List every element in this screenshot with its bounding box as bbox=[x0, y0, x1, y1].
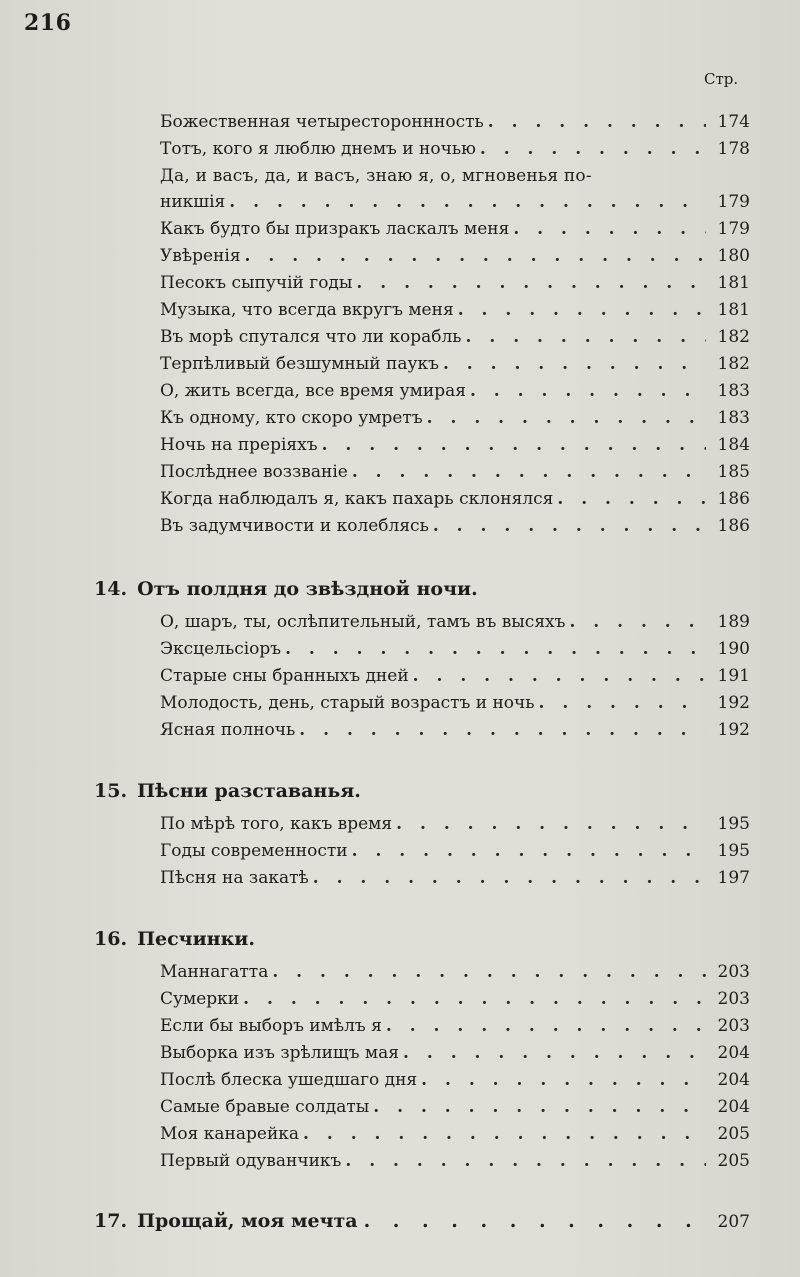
toc-entry: Эксцельсіоръ . . . 190 bbox=[160, 639, 750, 666]
toc-page-number: 181 bbox=[717, 273, 750, 293]
toc-entry: Старые сны бранныхъ дней . . . 191 bbox=[160, 666, 750, 693]
dot-leader bbox=[386, 1016, 706, 1036]
toc-entry: Божественная четырестороннность . . . 174 bbox=[160, 112, 750, 139]
toc-entry: Музыка, что всегда вкругъ меня . . . 181 bbox=[160, 300, 750, 327]
toc-page-number: 189 bbox=[717, 612, 750, 632]
dot-leader bbox=[272, 962, 706, 982]
toc-page-number: 204 bbox=[717, 1043, 750, 1063]
toc-entry: Сумерки . . . 203 bbox=[160, 989, 750, 1016]
dot-leader bbox=[443, 354, 706, 374]
toc-entry: Ночь на преріяхъ . . . 184 bbox=[160, 435, 750, 462]
toc-page-number: 181 bbox=[717, 300, 750, 320]
toc-page-number: 180 bbox=[717, 246, 750, 266]
page-column-label: Стр. bbox=[704, 70, 739, 88]
toc-page-number: 195 bbox=[717, 814, 750, 834]
toc-page-number: 205 bbox=[717, 1151, 750, 1171]
dot-leader bbox=[352, 841, 706, 861]
page-number: 216 bbox=[24, 10, 72, 36]
section-entries bbox=[160, 962, 750, 1178]
toc-entry: О, жить всегда, все время умирая . . . 183 bbox=[160, 381, 750, 408]
toc-entry: Маннагатта . . . 203 bbox=[160, 962, 750, 989]
toc-page-number: 207 bbox=[717, 1212, 750, 1232]
dot-leader bbox=[396, 814, 706, 834]
section-number: 16. bbox=[94, 928, 128, 950]
toc-page-number: 186 bbox=[717, 489, 750, 509]
toc-page-number: 182 bbox=[717, 327, 750, 347]
dot-leader bbox=[466, 327, 706, 347]
dot-leader bbox=[427, 408, 706, 428]
toc-page-number: 179 bbox=[717, 219, 750, 239]
section-number: 17. bbox=[94, 1210, 128, 1232]
toc-entry: Самые бравые солдаты . . . 204 bbox=[160, 1097, 750, 1124]
dot-leader bbox=[303, 1124, 706, 1144]
toc-entry: Годы современности . . . 195 bbox=[160, 841, 750, 868]
dot-leader bbox=[229, 192, 706, 212]
toc-entry-line: Да, и васъ, да, и васъ, знаю я, о, мгновенья по- bbox=[160, 166, 592, 186]
toc-entry: Песокъ сыпучій годы . . . 181 bbox=[160, 273, 750, 300]
toc-entry: никшія . . . 179 bbox=[160, 192, 750, 219]
dot-leader bbox=[488, 112, 706, 132]
toc-page-number: 191 bbox=[717, 666, 750, 686]
toc-page-number: 185 bbox=[717, 462, 750, 482]
dot-leader bbox=[322, 435, 706, 455]
dot-leader bbox=[513, 219, 706, 239]
dot-leader bbox=[557, 489, 706, 509]
dot-leader bbox=[299, 720, 706, 740]
dot-leader bbox=[470, 381, 706, 401]
toc-page-number: 178 bbox=[717, 139, 750, 159]
dot-leader bbox=[356, 273, 706, 293]
toc-page-number: 174 bbox=[717, 112, 750, 132]
toc-entry: Молодость, день, старый возрастъ и ночь . . . 192 bbox=[160, 693, 750, 720]
dot-leader bbox=[364, 1210, 712, 1232]
toc-page-number: 204 bbox=[717, 1097, 750, 1117]
toc-page-number: 205 bbox=[717, 1124, 750, 1144]
section-entries bbox=[160, 612, 750, 747]
toc-page-number: 184 bbox=[717, 435, 750, 455]
toc-entry: Къ одному, кто скоро умретъ . . . 183 bbox=[160, 408, 750, 435]
toc-entry: Увѣренія . . . 180 bbox=[160, 246, 750, 273]
final-section-entry bbox=[94, 1210, 750, 1232]
toc-page-number: 182 bbox=[717, 354, 750, 374]
section-title: Прощай, моя мечта bbox=[137, 1210, 358, 1232]
toc-entry: Ясная полночь . . . 192 bbox=[160, 720, 750, 747]
section-heading bbox=[94, 780, 361, 802]
section-heading bbox=[94, 578, 478, 600]
toc-page-number: 192 bbox=[717, 693, 750, 713]
toc-page-number: 195 bbox=[717, 841, 750, 861]
toc-entry: По мѣрѣ того, какъ время . . . 195 bbox=[160, 814, 750, 841]
toc-entry: Пѣсня на закатѣ . . . 197 bbox=[160, 868, 750, 895]
toc-entry: Терпѣливый безшумный паукъ . . . 182 bbox=[160, 354, 750, 381]
dot-leader bbox=[285, 639, 706, 659]
toc-page-number: 186 bbox=[717, 516, 750, 536]
toc-entry: Въ задумчивости и колеблясь . . . 186 bbox=[160, 516, 750, 543]
section-title: Отъ полдня до звѣздной ночи. bbox=[137, 578, 478, 600]
toc-entry: О, шаръ, ты, ослѣпительный, тамъ въ высяхъ . . . 189 bbox=[160, 612, 750, 639]
toc-page-number: 190 bbox=[717, 639, 750, 659]
toc-page-number: 203 bbox=[717, 989, 750, 1009]
toc-entry: Выборка изъ зрѣлищъ мая . . . 204 bbox=[160, 1043, 750, 1070]
toc-page-number: 192 bbox=[717, 720, 750, 740]
dot-leader bbox=[345, 1151, 706, 1171]
toc-entry: Моя канарейка . . . 205 bbox=[160, 1124, 750, 1151]
toc-entry: Тотъ, кого я люблю днемъ и ночью . . . 178 bbox=[160, 139, 750, 166]
section-number: 14. bbox=[94, 578, 128, 600]
dot-leader bbox=[458, 300, 706, 320]
toc-entry: Первый одуванчикъ . . . 205 bbox=[160, 1151, 750, 1178]
toc-entries-top bbox=[160, 112, 750, 543]
toc-page-number: 203 bbox=[717, 962, 750, 982]
dot-leader bbox=[413, 666, 706, 686]
dot-leader bbox=[245, 246, 706, 266]
toc-page-number: 203 bbox=[717, 1016, 750, 1036]
dot-leader bbox=[352, 462, 706, 482]
dot-leader bbox=[539, 693, 706, 713]
dot-leader bbox=[480, 139, 706, 159]
section-title: Песчинки. bbox=[137, 928, 255, 950]
toc-page-number: 183 bbox=[717, 381, 750, 401]
toc-page-number: 179 bbox=[717, 192, 750, 212]
toc-page-number: 183 bbox=[717, 408, 750, 428]
toc-page-number: 204 bbox=[717, 1070, 750, 1090]
dot-leader bbox=[433, 516, 706, 536]
section-title: Пѣсни разставанья. bbox=[137, 780, 361, 802]
dot-leader bbox=[243, 989, 706, 1009]
toc-entry: Послѣ блеска ушедшаго дня . . . 204 bbox=[160, 1070, 750, 1097]
toc-entry: Въ морѣ спутался что ли корабль . . . 182 bbox=[160, 327, 750, 354]
toc-entry: Какъ будто бы призракъ ласкалъ меня . . . 179 bbox=[160, 219, 750, 246]
section-entries bbox=[160, 814, 750, 895]
section-number: 15. bbox=[94, 780, 128, 802]
dot-leader bbox=[373, 1097, 706, 1117]
toc-entry: Послѣднее воззваніе . . . 185 bbox=[160, 462, 750, 489]
dot-leader bbox=[569, 612, 706, 632]
dot-leader bbox=[421, 1070, 706, 1090]
toc-page-number: 197 bbox=[717, 868, 750, 888]
dot-leader bbox=[313, 868, 706, 888]
section-heading bbox=[94, 928, 255, 950]
dot-leader bbox=[403, 1043, 706, 1063]
toc-entry: Когда наблюдалъ я, какъ пахарь склонялся . . . 186 bbox=[160, 489, 750, 516]
toc-entry: Если бы выборъ имѣлъ я . . . 203 bbox=[160, 1016, 750, 1043]
